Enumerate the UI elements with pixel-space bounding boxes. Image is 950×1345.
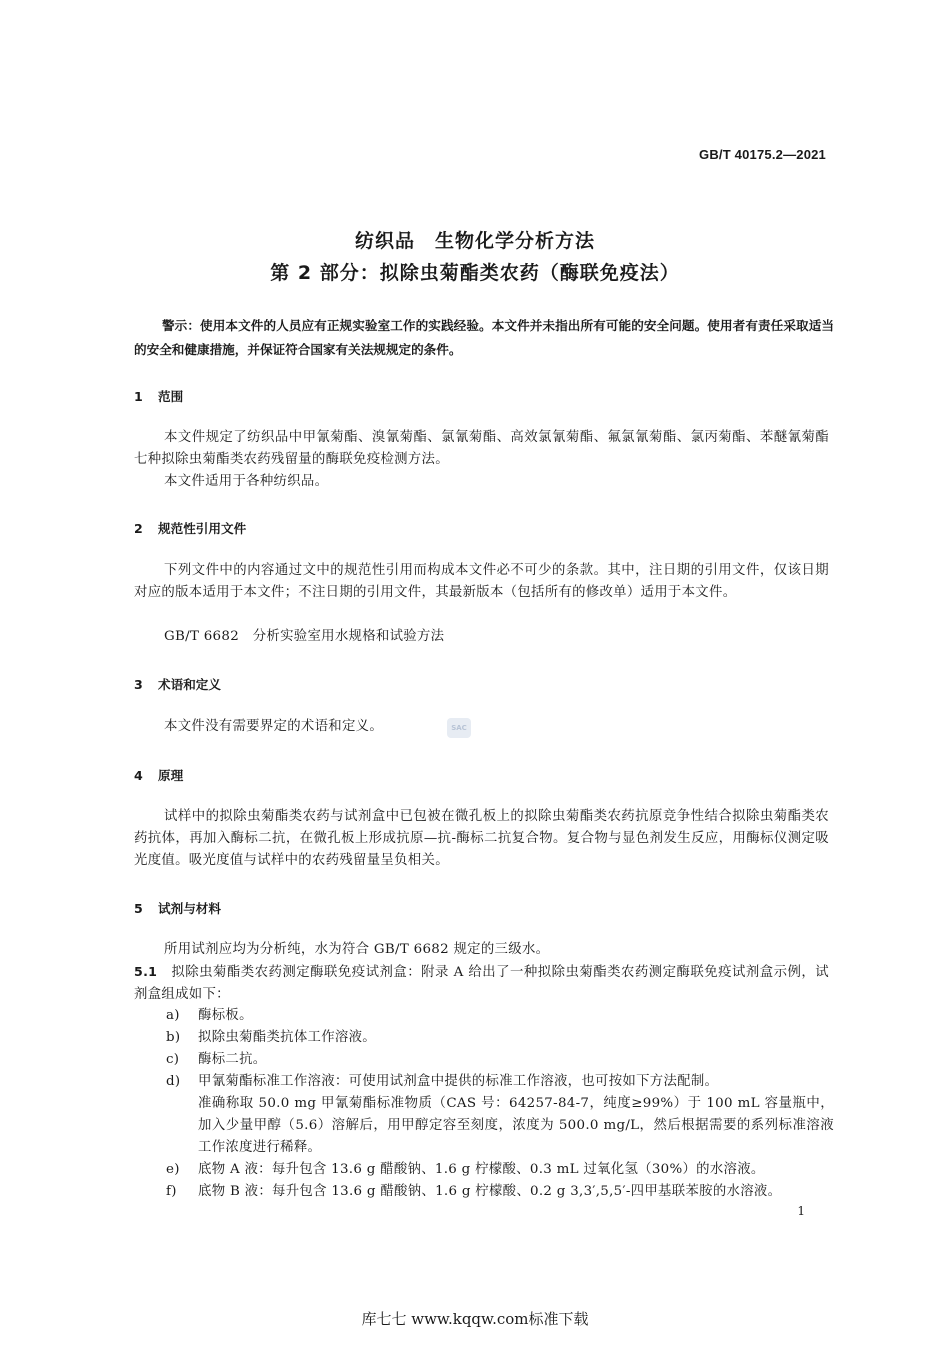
subsection-number: 5.1 <box>134 964 158 979</box>
section-title: 范围 <box>158 389 184 404</box>
list-item <box>134 1181 834 1203</box>
list-label <box>134 1093 198 1159</box>
list-label: a) <box>166 1008 180 1023</box>
section-4-heading <box>134 765 183 784</box>
section-number: 2 <box>134 521 143 536</box>
subsection-text: 拟除虫菊酯类农药测定酶联免疫试剂盒：附录 A 给出了一种拟除虫菊酯类农药测定酶联免疫试剂盒示例，试剂盒组成如下： <box>134 965 829 1002</box>
page-number: 1 <box>797 1204 805 1218</box>
document-title: 纺织品 生物化学分析方法 <box>354 230 595 252</box>
section-title: 规范性引用文件 <box>158 521 247 536</box>
subsection-5-1 <box>134 961 829 1006</box>
section-2-paragraph: 下列文件中的内容通过文中的规范性引用而构成本文件必不可少的条款。其中，注日期的引用文件，仅该日期对应的版本适用于本文件；不注日期的引用文件，其最新版本（包括所有的修改单）适用于本文件。 <box>134 563 829 600</box>
standard-code: GB/T 40175.2—2021 <box>699 147 826 162</box>
section-title: 原理 <box>158 768 184 783</box>
section-title: 术语和定义 <box>158 677 221 692</box>
list-item <box>134 1005 834 1027</box>
list-text: 拟除虫菊酯类抗体工作溶液。 <box>198 1030 376 1045</box>
section-5-heading <box>134 898 221 917</box>
sac-watermark-logo: SAC <box>447 718 471 738</box>
list-text: 底物 A 液：每升包含 13.6 g 醋酸钠、1.6 g 柠檬酸、0.3 mL 过氧化氢（30%）的水溶液。 <box>198 1162 765 1177</box>
list-text: 甲氰菊酯标准工作溶液：可使用试剂盒中提供的标准工作溶液，也可按如下方法配制。 <box>198 1074 719 1089</box>
list-label: f) <box>166 1184 177 1199</box>
reagent-kit-list <box>134 1005 834 1203</box>
list-label: e) <box>166 1162 180 1177</box>
list-item <box>134 1071 834 1093</box>
list-label: b) <box>166 1030 181 1045</box>
section-1-paragraph: 本文件规定了纺织品中甲氰菊酯、溴氰菊酯、氯氰菊酯、高效氯氰菊酯、氟氯氰菊酯、氯丙菊酯、苯醚氰菊酯七种拟除虫菊酯类农药残留量的酶联免疫检测方法。 <box>134 430 829 467</box>
section-title: 试剂与材料 <box>158 901 221 916</box>
section-2-heading <box>134 518 246 537</box>
section-number: 4 <box>134 768 143 783</box>
list-item-continuation <box>134 1093 834 1159</box>
section-4-paragraph: 试样中的拟除虫菊酯类农药与试剂盒中已包被在微孔板上的拟除虫菊酯类农药抗原竞争性结合拟除虫菊酯类农药抗体，再加入酶标二抗，在微孔板上形成抗原—抗-酶标二抗复合物。复合物与显色剂发生反应，用酶标仪测定吸光度值。吸光度值与试样中的农药残留量呈负相关。 <box>134 809 829 868</box>
list-label: c) <box>166 1052 180 1067</box>
list-item <box>134 1027 834 1049</box>
section-3-heading <box>134 674 221 693</box>
section-number: 1 <box>134 389 143 404</box>
section-number: 3 <box>134 677 143 692</box>
list-item <box>134 1159 834 1181</box>
list-text: 酶标二抗。 <box>198 1052 267 1067</box>
footer-source-text: 库七七 www.kqqw.com标准下载 <box>361 1310 589 1328</box>
list-text: 酶标板。 <box>198 1008 253 1023</box>
list-item <box>134 1049 834 1071</box>
list-text: 底物 B 液：每升包含 13.6 g 醋酸钠、1.6 g 柠檬酸、0.2 g 3,3′,5,5′-四甲基联苯胺的水溶液。 <box>198 1184 782 1199</box>
section-1-scope-applicability: 本文件适用于各种纺织品。 <box>164 474 329 489</box>
normative-reference: GB/T 6682 分析实验室用水规格和试验方法 <box>164 629 445 644</box>
section-1-heading <box>134 386 183 405</box>
list-label: d) <box>166 1074 181 1089</box>
section-5-paragraph: 所用试剂应均为分析纯，水为符合 GB/T 6682 规定的三级水。 <box>164 942 550 957</box>
section-number: 5 <box>134 901 143 916</box>
section-3-paragraph: 本文件没有需要界定的术语和定义。 <box>164 719 384 734</box>
warning-notice: 警示：使用本文件的人员应有正规实验室工作的实践经验。本文件并未指出所有可能的安全问题。使用者有责任采取适当的安全和健康措施，并保证符合国家有关法规规定的条件。 <box>134 318 834 357</box>
document-subtitle: 第 2 部分：拟除虫菊酯类农药（酶联免疫法） <box>270 262 680 284</box>
list-text: 准确称取 50.0 mg 甲氰菊酯标准物质（CAS 号：64257-84-7，纯度≥99%）于 100 mL 容量瓶中，加入少量甲醇（5.6）溶解后，用甲醇定容至刻度，浓度为 500.0 mg/L，然后根据需要的系列标准溶液工作浓度进行稀释。 <box>198 1096 834 1155</box>
